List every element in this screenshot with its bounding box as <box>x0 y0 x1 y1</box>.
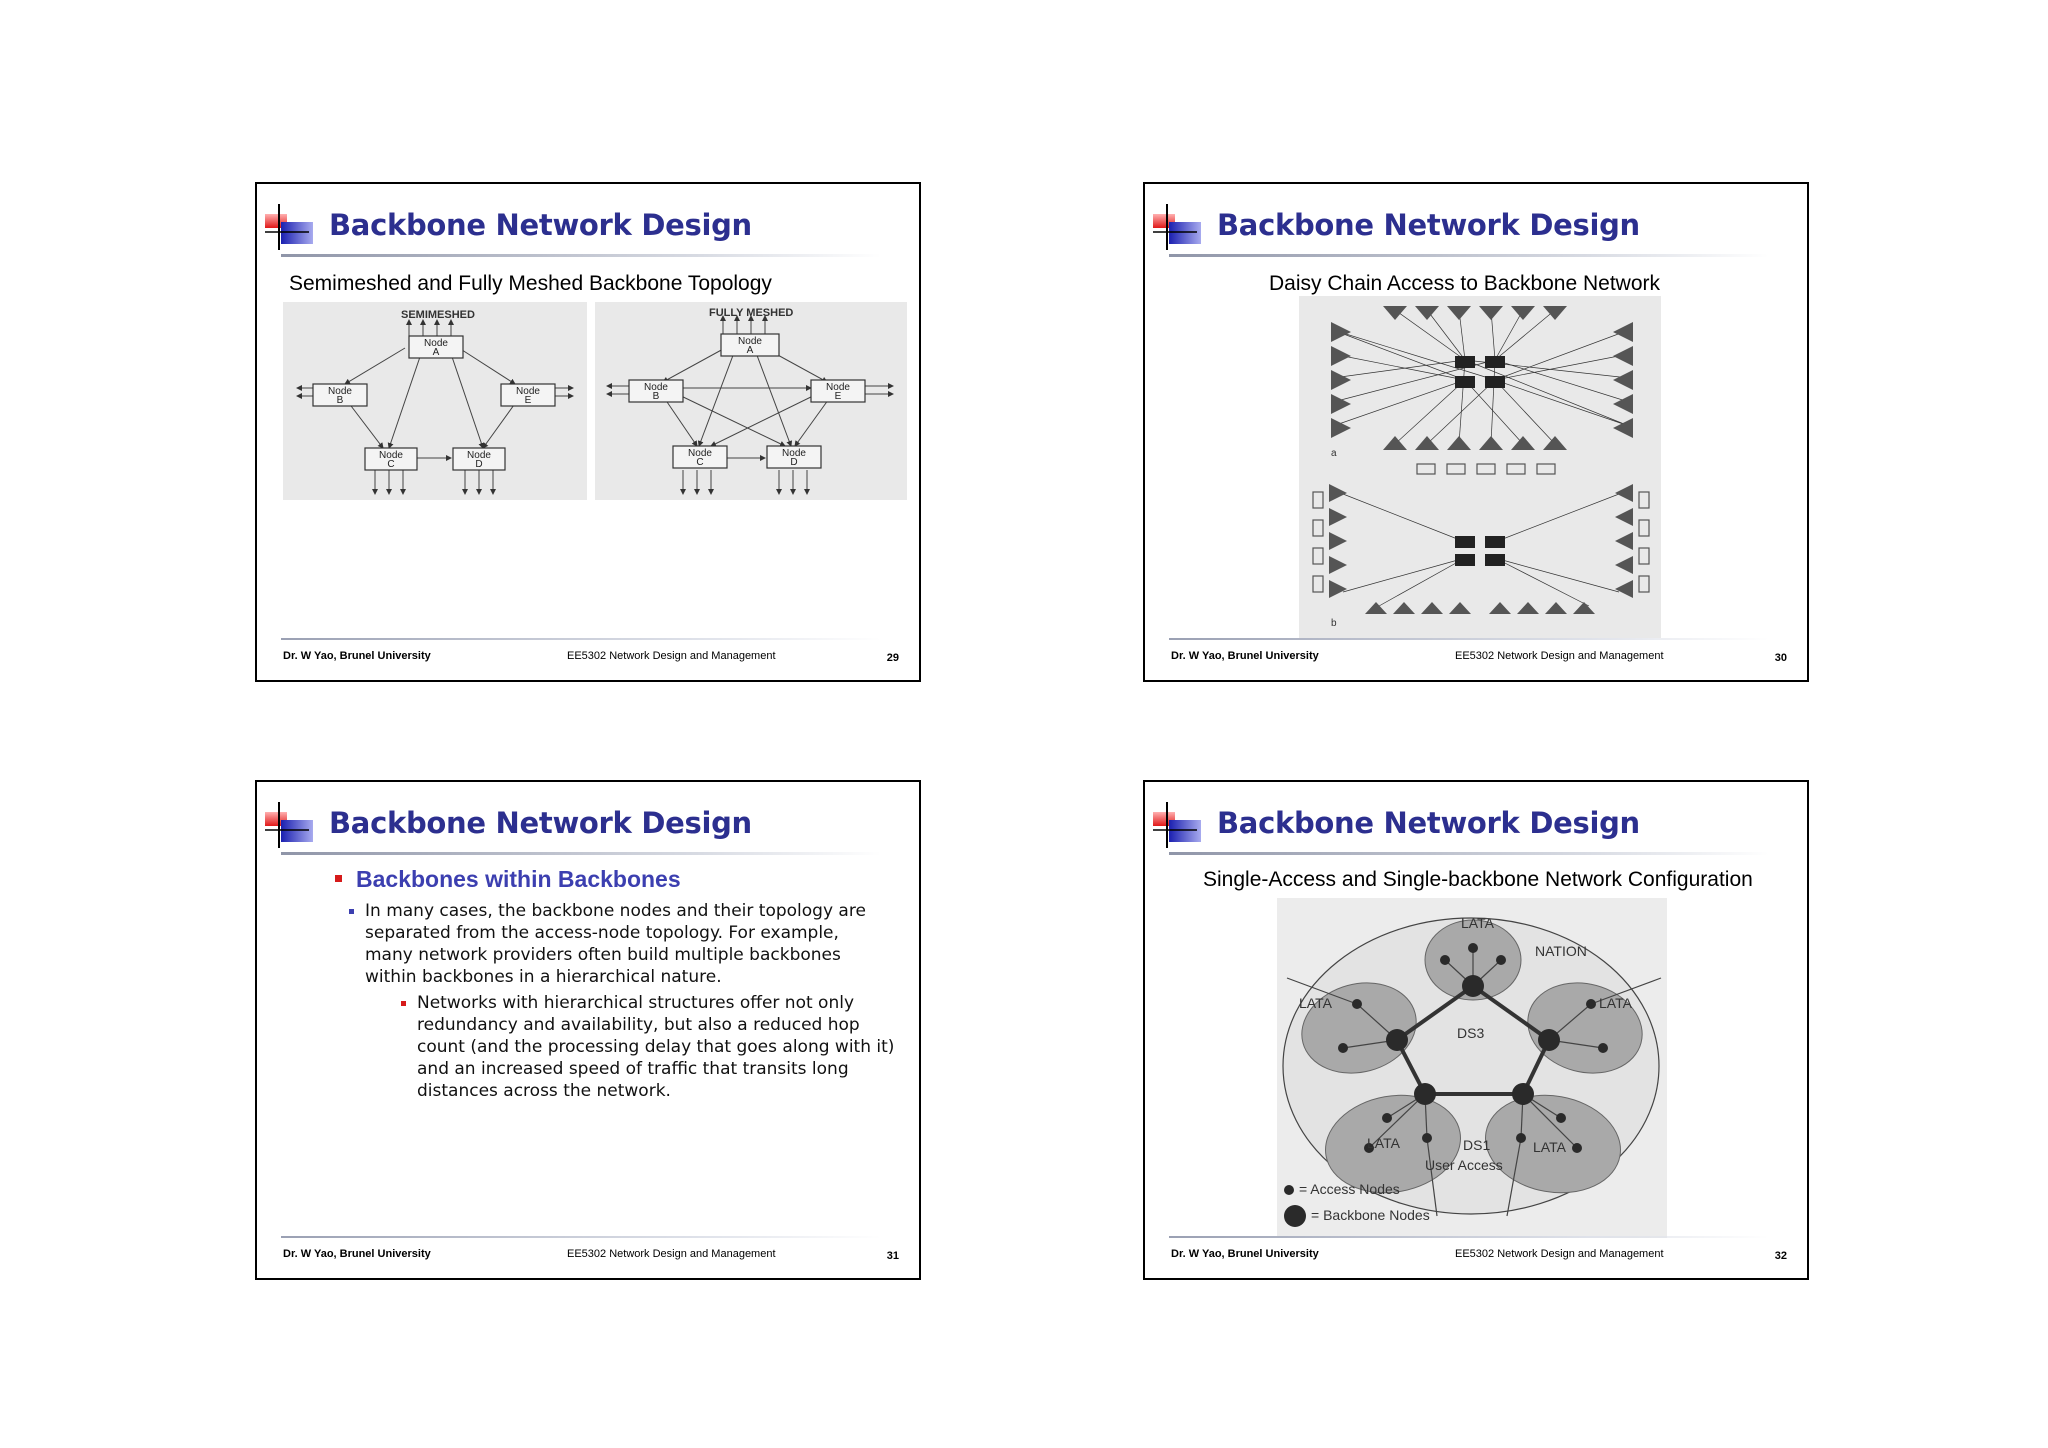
node-b-letter: B <box>336 395 344 406</box>
node-d-letter: D <box>475 459 483 470</box>
lata-right-label: LATA <box>1599 995 1632 1011</box>
bullet-level-2-text: In many cases, the backbone nodes and their topology are separated from the access-node topology. For example, many network providers often build multiple backbones within backbones in a hierarchical nature. <box>365 901 866 987</box>
nation-label: NATION <box>1535 943 1587 959</box>
ds3-label: DS3 <box>1457 1025 1485 1041</box>
title-divider <box>1169 254 1769 257</box>
slide-29 <box>255 182 921 682</box>
page-number: 31 <box>886 1250 899 1262</box>
node-e-label: Node <box>826 382 850 393</box>
slide-32 <box>1143 780 1809 1280</box>
node-b-letter: B <box>652 391 660 402</box>
slide-title: Backbone Network Design <box>1217 208 1640 242</box>
lata-bottom-right-label: LATA <box>1533 1139 1566 1155</box>
node-b-label: Node <box>328 386 352 397</box>
node-c-letter: C <box>696 457 704 468</box>
node-c-label: Node <box>379 450 403 461</box>
footer-author: Dr. W Yao, Brunel University <box>283 1248 431 1260</box>
daisy-chain-diagram <box>1299 296 1661 638</box>
hierarchical-network-diagram <box>1277 898 1667 1238</box>
slide-31 <box>255 780 921 1280</box>
footer-divider <box>281 1236 881 1238</box>
slide-subtitle: Daisy Chain Access to Backbone Network <box>1269 272 1661 295</box>
semimeshed-label: SEMIMESHED <box>401 309 475 321</box>
page-number: 30 <box>1774 652 1787 664</box>
node-d-letter: D <box>790 457 798 468</box>
slide-logo-icon <box>1153 202 1201 250</box>
bullet-level-3 <box>417 992 895 1102</box>
lata-left-label: LATA <box>1299 995 1332 1011</box>
slide-title: Backbone Network Design <box>329 806 752 840</box>
node-a-letter: A <box>746 345 754 356</box>
footer-course: EE5302 Network Design and Management <box>567 1248 776 1260</box>
node-e-label: Node <box>516 386 540 397</box>
slide-title: Backbone Network Design <box>1217 806 1640 840</box>
title-divider <box>1169 852 1769 855</box>
page-number: 32 <box>1774 1250 1787 1262</box>
node-c-letter: C <box>387 459 395 470</box>
slide-subtitle: Single-Access and Single-backbone Network Configuration <box>1203 868 1753 891</box>
bullet-red-square-icon <box>335 875 342 882</box>
node-b-label: Node <box>644 382 668 393</box>
fully-meshed-diagram <box>595 302 907 500</box>
node-e-letter: E <box>524 395 532 406</box>
slide-logo-icon <box>1153 800 1201 848</box>
fully-meshed-label: FULLY MESHED <box>709 307 794 319</box>
node-d-label: Node <box>782 448 806 459</box>
bullet-blue-square-icon <box>349 909 354 914</box>
footer-course: EE5302 Network Design and Management <box>1455 1248 1664 1260</box>
slide-30 <box>1143 182 1809 682</box>
user-access-label: User Access <box>1425 1157 1503 1173</box>
bullet-level-3-text: Networks with hierarchical structures offer not only redundancy and availability, but also a reduced hop count (and the processing delay that goes along with it) and an increased speed of traffic that transits long distances across the network. <box>417 993 895 1101</box>
part-b-label: b <box>1331 618 1337 629</box>
node-a-label: Node <box>738 336 762 347</box>
node-a-label: Node <box>424 338 448 349</box>
footer-author: Dr. W Yao, Brunel University <box>1171 1248 1319 1260</box>
footer-author: Dr. W Yao, Brunel University <box>283 650 431 662</box>
node-d-label: Node <box>467 450 491 461</box>
bullet-red-square-icon <box>401 1001 406 1006</box>
slide-logo-icon <box>265 202 313 250</box>
semimeshed-diagram <box>283 302 587 500</box>
lata-bottom-left-label: LATA <box>1367 1135 1400 1151</box>
footer-divider <box>1169 638 1769 640</box>
title-divider <box>281 852 881 855</box>
bullet-heading-text: Backbones within Backbones <box>356 866 681 892</box>
footer-divider <box>1169 1236 1769 1238</box>
footer-course: EE5302 Network Design and Management <box>567 650 776 662</box>
slide-subtitle: Semimeshed and Fully Meshed Backbone Topology <box>289 272 772 295</box>
node-a-letter: A <box>432 347 440 358</box>
footer-course: EE5302 Network Design and Management <box>1455 650 1664 662</box>
part-a-label: a <box>1331 448 1337 459</box>
title-divider <box>281 254 881 257</box>
slide-title: Backbone Network Design <box>329 208 752 242</box>
backbone-nodes-legend: = Backbone Nodes <box>1311 1207 1430 1223</box>
node-e-letter: E <box>834 391 842 402</box>
bullet-level-2 <box>365 900 885 988</box>
page-number: 29 <box>886 652 899 664</box>
footer-author: Dr. W Yao, Brunel University <box>1171 650 1319 662</box>
bullet-heading <box>335 866 681 893</box>
ds1-label: DS1 <box>1463 1137 1491 1153</box>
footer-divider <box>281 638 881 640</box>
node-c-label: Node <box>688 448 712 459</box>
lata-top-label: LATA <box>1461 915 1494 931</box>
slide-logo-icon <box>265 800 313 848</box>
access-nodes-legend: = Access Nodes <box>1299 1181 1400 1197</box>
